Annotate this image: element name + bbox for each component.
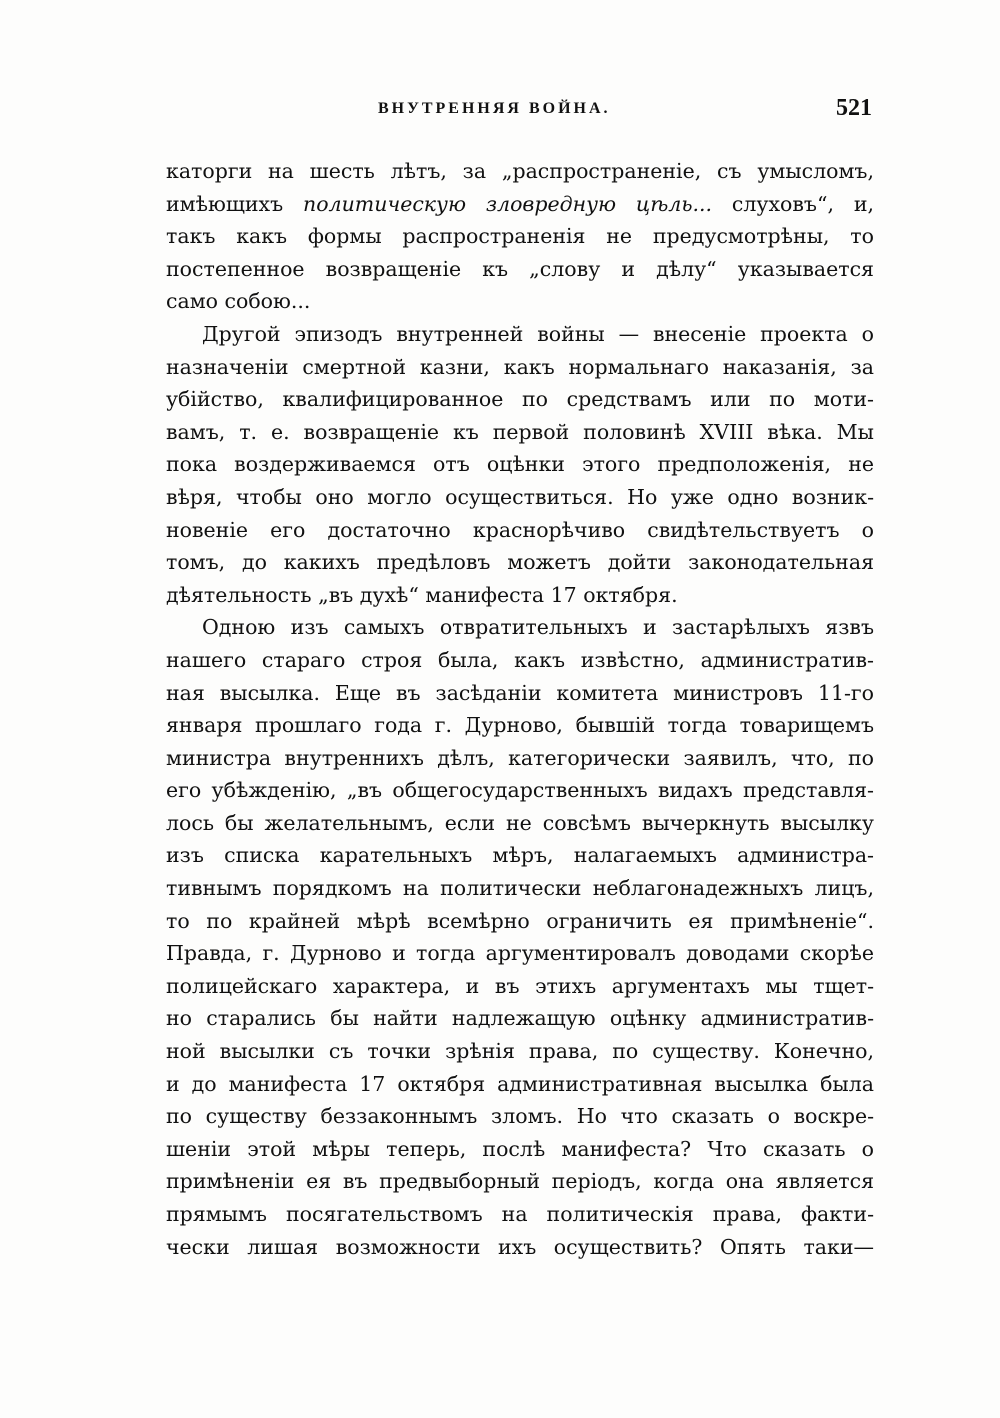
text-line: томъ, до какихъ предѣловъ можетъ дойти законодательная (166, 550, 874, 575)
text-line: но старались бы найти надлежащую оцѣнку административ- (166, 1006, 874, 1031)
text-line: ной высылки съ точки зрѣнія права, по существу. Конечно, (166, 1039, 874, 1064)
text-line: вамъ, т. е. возвращеніе къ первой половинѣ XVIII вѣка. Мы (166, 419, 874, 444)
page-number: 521 (836, 95, 872, 121)
body-text (166, 155, 874, 1263)
paragraph-first-line: Одною изъ самыхъ отвратительныхъ и застарѣлыхъ язвъ (202, 615, 874, 640)
text-line: и до манифеста 17 октября административная высылка была (166, 1071, 874, 1096)
text-line: января прошлаго года г. Дурново, бывшій тогда товарищемъ (166, 713, 874, 738)
text-line: постепенное возвращеніе къ „слову и дѣлу“ указывается (166, 256, 874, 281)
text-line (166, 188, 874, 221)
text-line: примѣненіи ея въ предвыборный періодъ, когда она является (166, 1169, 874, 1194)
text-line: чески лишая возможности ихъ осуществить? Опять таки— (166, 1234, 874, 1259)
text-line: каторги на шесть лѣтъ, за „распространеніе, съ умысломъ, (166, 159, 874, 183)
text-line: министра внутреннихъ дѣлъ, категорически заявилъ, что, по (166, 745, 874, 770)
text-line: Правда, г. Дурново и тогда аргументировалъ доводами скорѣе (166, 941, 874, 966)
text-segment: имѣющихъ (166, 191, 303, 216)
text-line: тивнымъ порядкомъ на политически неблагонадежныхъ лицъ, (166, 876, 874, 901)
text-line: вѣря, чтобы оно могло осуществиться. Но уже одно возник- (166, 484, 874, 509)
text-line: прямымъ посягательствомъ на политическія права, факти- (166, 1202, 874, 1226)
text-line: такъ какъ формы распространенія не предусмотрѣны, то (166, 224, 874, 249)
text-line: нашего стараго строя была, какъ извѣстно, административ- (166, 647, 874, 672)
text-line: новеніе его достаточно краснорѣчиво свидѣтельствуетъ о (166, 517, 874, 542)
text-line: дѣятельность „въ духѣ“ манифеста 17 октября. (166, 582, 678, 607)
text-line: изъ списка карательныхъ мѣръ, налагаемыхъ администра- (166, 843, 874, 868)
text-line: пока воздерживаемся отъ оцѣнки этого предположенія, не (166, 452, 874, 477)
italic-phrase: политическую зловредную цѣль... (303, 191, 713, 216)
paragraph-first-line: Другой эпизодъ внутренней войны — внесеніе проекта о (202, 321, 874, 346)
text-line: убійство, квалифицированное по средствамъ или по моти- (166, 387, 874, 412)
text-line: то по крайней мѣрѣ всемѣрно ограничить ея примѣненіе“. (166, 908, 874, 933)
text-segment: слуховъ“, и, (712, 191, 874, 216)
running-title: ВНУТРЕННЯЯ ВОЙНА. (378, 100, 611, 117)
text-line: полицейскаго характера, и въ этихъ аргументахъ мы тщет- (166, 973, 874, 998)
text-line: назначеніи смертной казни, какъ нормальнаго наказанія, за (166, 354, 874, 379)
text-line: лось бы желательнымъ, если не совсѣмъ вычеркнуть высылку (166, 810, 874, 835)
text-line: ная высылка. Еще въ засѣданіи комитета министровъ 11-го (166, 680, 874, 705)
text-line: само собою... (166, 289, 311, 314)
text-line: по существу беззаконнымъ зломъ. Но что сказать о воскре- (166, 1104, 874, 1129)
text-line: шеніи этой мѣры теперь, послѣ манифеста? Что сказать о (166, 1136, 874, 1161)
text-line: его убѣжденію, „въ общегосударственныхъ видахъ представля- (166, 778, 874, 803)
